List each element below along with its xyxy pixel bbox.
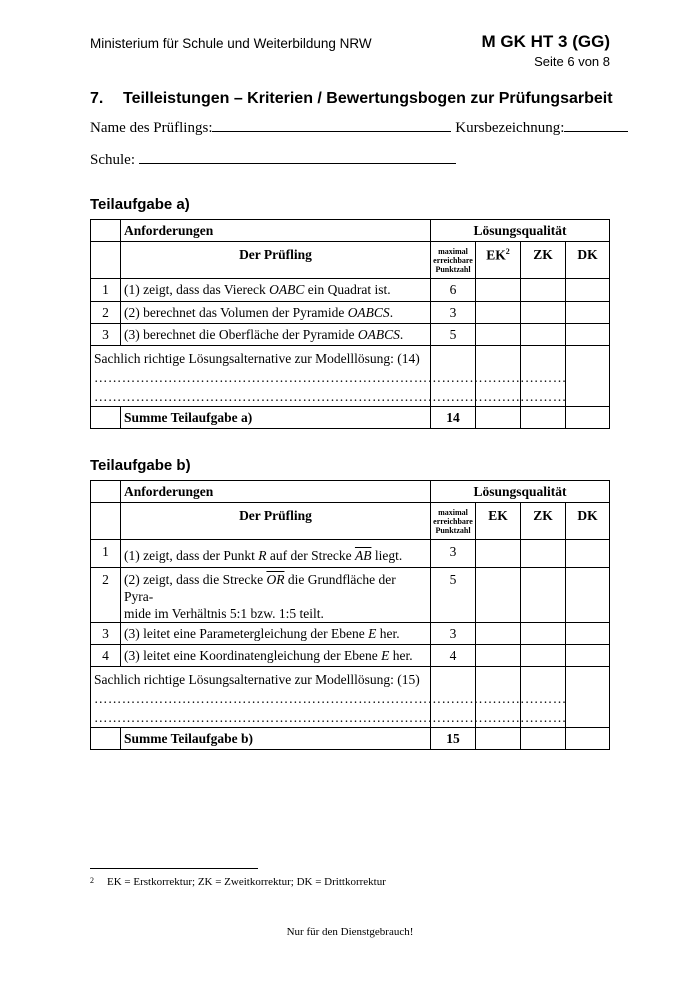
row-number: 1 [91,279,121,302]
requirement-text: (3) leitet eine Koordinatengleichung der Ebene E her. [121,645,431,667]
requirements-header: Anforderungen [121,220,431,242]
table-header-row [91,481,610,503]
max-points: 3 [431,540,476,568]
dotted-line: ………………………………………………………………………………………… [94,370,567,385]
dk-cell[interactable] [566,346,610,407]
dk-cell[interactable] [566,407,610,429]
dk-cell[interactable] [566,279,610,302]
school-field[interactable] [139,149,456,164]
ek-cell[interactable] [476,302,521,324]
table-row [91,568,610,623]
sum-label: Summe Teilaufgabe b) [121,728,431,750]
ek-cell[interactable] [476,568,521,623]
segment-label: $\overline{OR}$ [266,572,285,587]
dk-cell[interactable] [566,645,610,667]
school-field-row [90,149,456,169]
exam-code: M GK HT 3 (GG) [481,32,610,51]
table-row [91,279,610,302]
section-title [90,90,613,108]
sum-points: 15 [431,728,476,750]
table-row [91,540,610,568]
table-header-row [91,220,610,242]
empty-cell [91,407,121,429]
document-header-right [482,32,610,69]
dk-header: DK [566,242,610,279]
max-points: 3 [431,623,476,645]
quality-header: Lösungsqualität [431,481,610,503]
empty-cell [91,481,121,503]
requirement-text: (3) leitet eine Parametergleichung der Ebene E her. [121,623,431,645]
sum-row [91,728,610,750]
zk-cell[interactable] [521,728,566,750]
part-b-title: Teilaufgabe b) [90,457,191,474]
sum-label: Summe Teilaufgabe a) [121,407,431,429]
empty-cell [91,728,121,750]
dotted-line: ………………………………………………………………………………………… [94,691,567,706]
sum-row [91,407,610,429]
zk-header: ZK [521,503,566,540]
empty-cell [91,503,121,540]
dk-cell[interactable] [566,667,610,728]
quality-header: Lösungsqualität [431,220,610,242]
ek-header: $EK^2$ [476,242,521,279]
row-number: 2 [91,302,121,324]
dotted-line: ………………………………………………………………………………………… [94,389,567,404]
ek-cell[interactable] [476,540,521,568]
zk-cell[interactable] [521,407,566,429]
sum-points: 14 [431,407,476,429]
requirement-text: (1) zeigt, dass das Viereck OABC ein Quadrat ist. [121,279,431,302]
max-points: 6 [431,279,476,302]
candidate-header: Der Prüfling [121,242,431,279]
row-number: 3 [91,623,121,645]
zk-cell[interactable] [521,540,566,568]
ek-cell[interactable] [476,645,521,667]
dk-header: DK [566,503,610,540]
name-field[interactable] [212,117,451,132]
section-title-text: Teilleistungen – Kriterien / Bewertungsbogen zur Prüfungsarbeit [123,90,613,107]
table-subheader-row [91,503,610,540]
dk-cell[interactable] [566,568,610,623]
zk-cell[interactable] [521,302,566,324]
footnote-ref: 2 [505,247,510,256]
segment-label: $\overline{AB}$ [354,548,372,563]
alternative-text: Sachlich richtige Lösungsalternative zur Modelllösung: (15) ………………………………………………………………………………………… ………………………………………………………………………………………… [91,667,431,728]
dk-cell[interactable] [566,623,610,645]
row-number: 4 [91,645,121,667]
max-points-header: maximal erreichbare Punktzahl [431,503,476,540]
course-field[interactable] [564,117,628,132]
footer-notice: Nur für den Dienstgebrauch! [286,926,414,938]
dk-cell[interactable] [566,728,610,750]
dk-cell[interactable] [566,324,610,346]
candidate-header: Der Prüfling [121,503,431,540]
requirement-text: (2) berechnet das Volumen der Pyramide OABCS. [121,302,431,324]
ek-cell[interactable] [476,623,521,645]
ministry-name: Ministerium für Schule und Weiterbildung NRW [90,36,372,51]
section-number: 7. [90,90,104,107]
ek-cell[interactable] [476,324,521,346]
zk-cell[interactable] [521,324,566,346]
table-row [91,623,610,645]
max-points: 4 [431,645,476,667]
zk-cell[interactable] [521,623,566,645]
max-points: 3 [431,302,476,324]
requirement-text: (1) zeigt, dass der Punkt R auf der Strecke $\overline{AB}$ liegt. [121,540,431,568]
name-label: Name des Prüflings: [90,120,213,136]
footnote-divider [90,868,258,869]
max-points: 5 [431,324,476,346]
ek-cell[interactable] [476,279,521,302]
row-number: 3 [91,324,121,346]
empty-cell [91,242,121,279]
part-a-title: Teilaufgabe a) [90,196,190,213]
requirements-header: Anforderungen [121,481,431,503]
alternative-text: Sachlich richtige Lösungsalternative zur Modelllösung: (14) ………………………………………………………………………………………… ………………………………………………………………………………………… [91,346,431,407]
school-label: Schule: [90,152,135,168]
table-subheader-row [91,242,610,279]
name-field-row [90,117,628,137]
alternative-row [91,346,610,407]
part-a-table [90,219,610,429]
course-label: Kursbezeichnung: [455,120,565,136]
dk-cell[interactable] [566,302,610,324]
footnote-text: EK = Erstkorrektur; ZK = Zweitkorrektur; DK = Drittkorrektur [107,876,386,888]
dk-cell[interactable] [566,540,610,568]
requirement-text: (3) berechnet die Oberfläche der Pyramide OABCS. [121,324,431,346]
empty-cell [91,220,121,242]
table-row [91,645,610,667]
dotted-line: ………………………………………………………………………………………… [94,710,567,725]
table-row [91,302,610,324]
row-number: 1 [91,540,121,568]
ek-cell[interactable] [476,728,521,750]
max-points-header: maximal erreichbare Punktzahl [431,242,476,279]
zk-cell[interactable] [521,645,566,667]
ek-header: EK [476,503,521,540]
footnote-mark: 2 [90,876,94,885]
zk-header: ZK [521,242,566,279]
part-b-table [90,480,610,750]
max-points: 5 [431,568,476,623]
table-row [91,324,610,346]
footnote [90,876,386,888]
zk-cell[interactable] [521,568,566,623]
ek-cell[interactable] [476,407,521,429]
page-number: Seite 6 von 8 [534,54,610,69]
zk-cell[interactable] [521,279,566,302]
requirement-text: (2) zeigt, dass die Strecke $\overline{OR}$ die Grundfläche der Pyra- mide im Verhältnis 5:1 bzw. 1:5 teilt. [121,568,431,623]
alternative-row [91,667,610,728]
row-number: 2 [91,568,121,623]
